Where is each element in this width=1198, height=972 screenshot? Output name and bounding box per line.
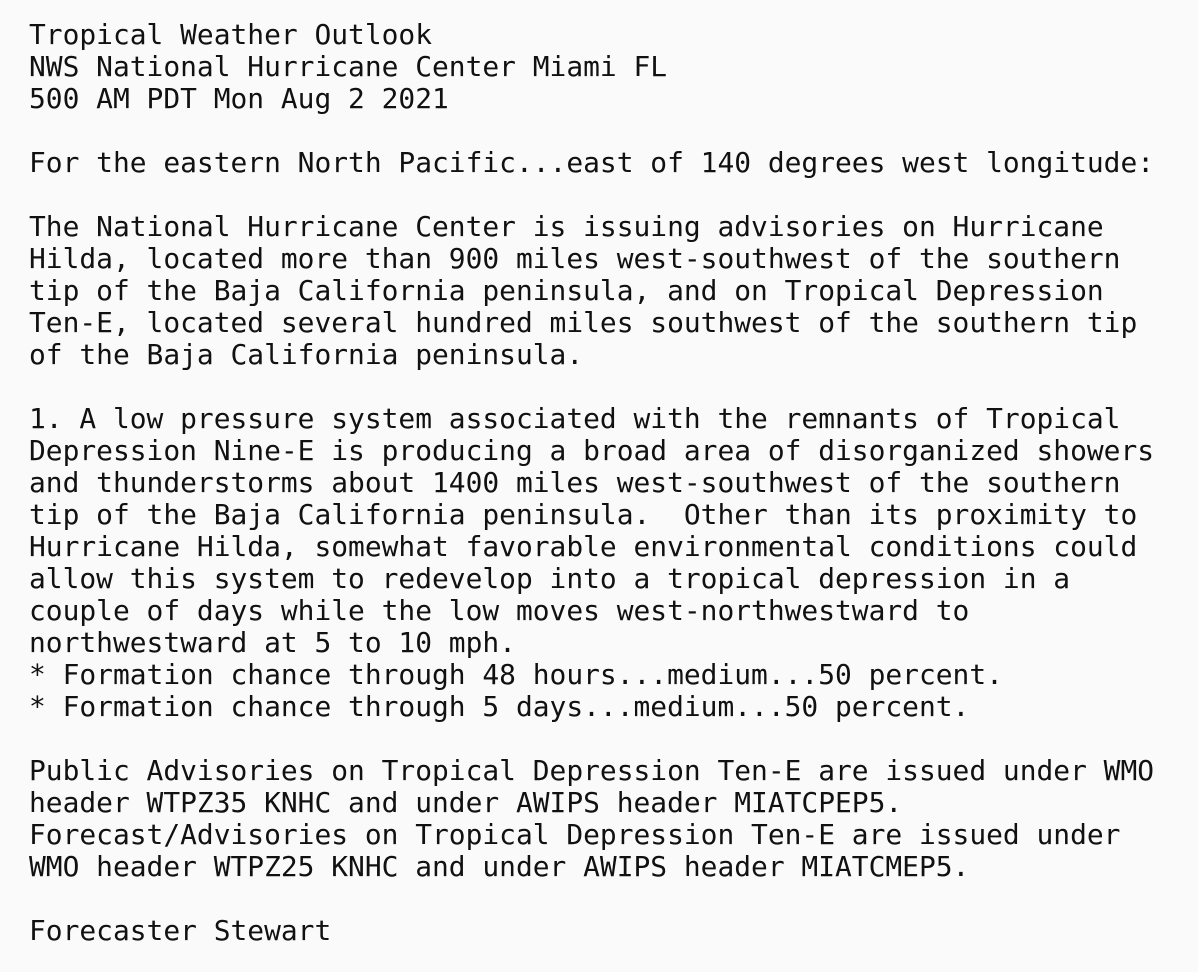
blank-line	[29, 723, 1154, 755]
summary-line: of the Baja California peninsula.	[29, 338, 584, 371]
summary-line: Ten-E, located several hundred miles southwest of the southern tip	[29, 306, 1138, 339]
blank-line	[29, 371, 1154, 403]
system-1-line: Hurricane Hilda, somewhat favorable environmental conditions could	[29, 530, 1138, 563]
summary-line: Hilda, located more than 900 miles west-southwest of the southern	[29, 242, 1121, 275]
system-1-line: northwestward at 5 to 10 mph.	[29, 626, 516, 659]
summary-line: The National Hurricane Center is issuing advisories on Hurricane	[29, 210, 1104, 243]
system-1-paragraph	[29, 403, 1154, 723]
summary-paragraph	[29, 211, 1154, 371]
formation-chance-48h: * Formation chance through 48 hours...medium...50 percent.	[29, 658, 1003, 691]
region-statement: For the eastern North Pacific...east of 140 degrees west longitude:	[29, 146, 1155, 179]
blank-line	[29, 179, 1154, 211]
issuing-office: NWS National Hurricane Center Miami FL	[29, 50, 668, 83]
system-1-line: 1. A low pressure system associated with the remnants of Tropical	[29, 402, 1121, 435]
system-1-line: allow this system to redevelop into a tropical depression in a	[29, 562, 1071, 595]
document-title: Tropical Weather Outlook	[29, 18, 432, 51]
advisory-line: header WTPZ35 KNHC and under AWIPS header MIATCPEP5.	[29, 786, 903, 819]
blank-line	[29, 115, 1154, 147]
system-1-line: Depression Nine-E is producing a broad area of disorganized showers	[29, 434, 1155, 467]
forecaster-signature: Forecaster Stewart	[29, 914, 332, 947]
formation-chance-5d: * Formation chance through 5 days...medium...50 percent.	[29, 690, 970, 723]
system-1-line: and thunderstorms about 1400 miles west-southwest of the southern	[29, 466, 1121, 499]
advisory-line: Forecast/Advisories on Tropical Depression Ten-E are issued under	[29, 818, 1121, 851]
advisory-line: WMO header WTPZ25 KNHC and under AWIPS header MIATCMEP5.	[29, 850, 970, 883]
advisories-paragraph	[29, 755, 1154, 883]
system-1-line: tip of the Baja California peninsula. Other than its proximity to	[29, 498, 1138, 531]
summary-line: tip of the Baja California peninsula, and on Tropical Depression	[29, 274, 1104, 307]
outlook-document	[29, 19, 1154, 947]
issue-time: 500 AM PDT Mon Aug 2 2021	[29, 82, 449, 115]
blank-line	[29, 883, 1154, 915]
system-1-line: couple of days while the low moves west-northwestward to	[29, 594, 970, 627]
advisory-line: Public Advisories on Tropical Depression Ten-E are issued under WMO	[29, 754, 1155, 787]
